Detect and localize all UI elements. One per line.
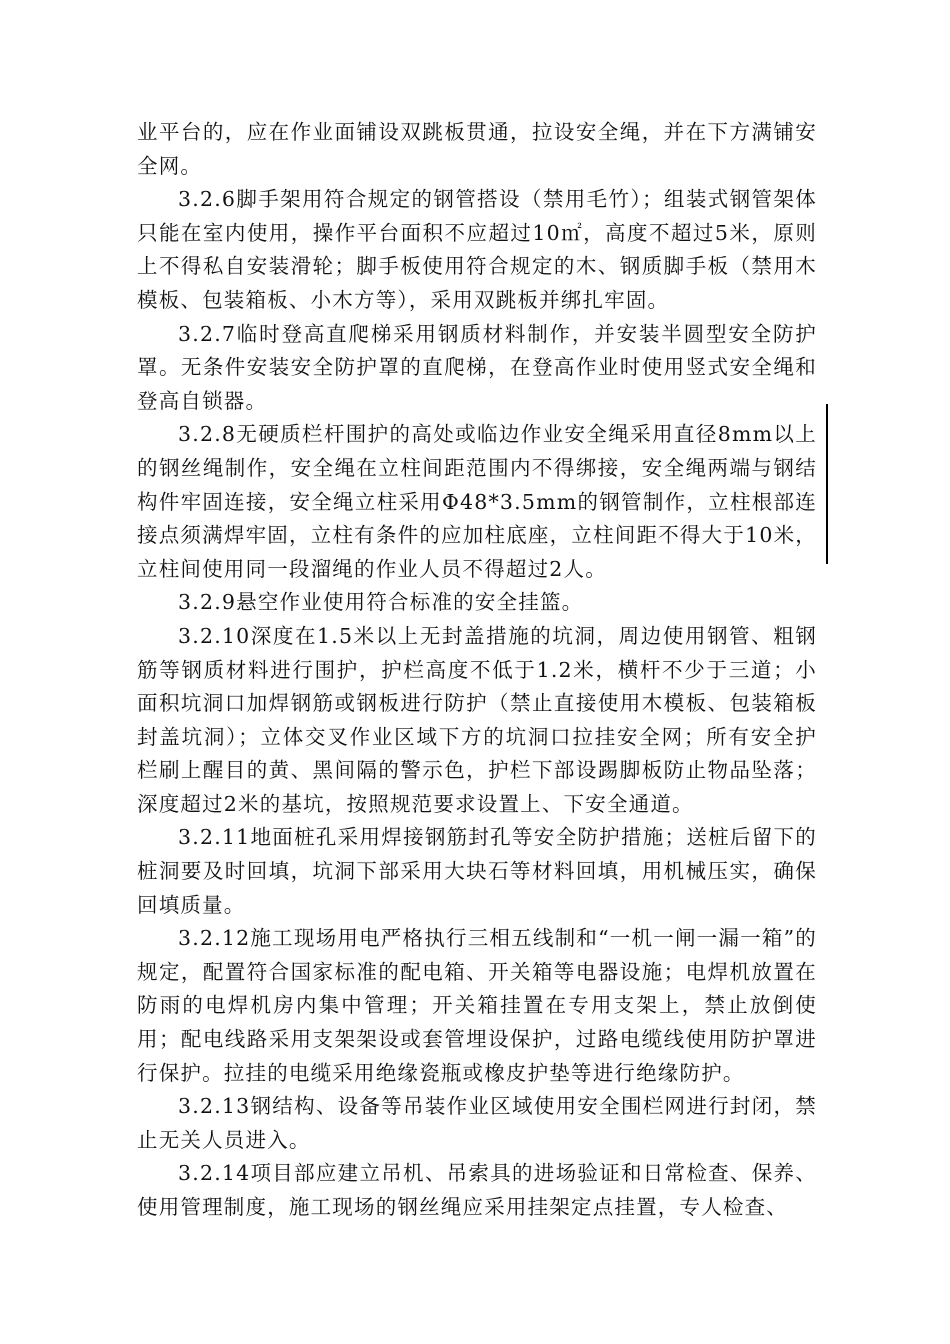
paragraph-3-2-7: 3.2.7临时登高直爬梯采用钢质材料制作，并安装半圆型安全防护罩。无条件安装安全防护罩的直爬梯，在登高作业时使用竖式安全绳和登高自锁器。 [137,321,817,413]
paragraph-continuation: 业平台的，应在作业面铺设双跳板贯通，拉设安全绳，并在下方满铺安全网。 [137,120,817,178]
paragraph-3-2-14: 3.2.14项目部应建立吊机、吊索具的进场验证和日常检查、保养、使用管理制度，施工现场的钢丝绳应采用挂架定点挂置，专人检查、 [137,1161,817,1219]
paragraph-3-2-11: 3.2.11地面桩孔采用焊接钢筋封孔等安全防护措施；送桩后留下的桩洞要及时回填，坑洞下部采用大块石等材料回填，用机械压实，确保回填质量。 [137,825,817,917]
paragraph-3-2-6: 3.2.6脚手架用符合规定的钢管搭设（禁用毛竹）；组装式钢管架体只能在室内使用，操作平台面积不应超过10㎡，高度不超过5米，原则上不得私自安装滑轮；脚手板使用符合规定的木、钢质脚手板（禁用木模板、包装箱板、小木方等），采用双跳板并绑扎牢固。 [137,187,817,312]
paragraph-3-2-10: 3.2.10深度在1.5米以上无封盖措施的坑洞，周边使用钢管、粗钢筋等钢质材料进行围护，护栏高度不低于1.2米，横杆不少于三道；小面积坑洞口加焊钢筋或钢板进行防护（禁止直接使用木模板、包装箱板封盖坑洞）；立体交叉作业区域下方的坑洞口拉挂安全网；所有安全护栏刷上醒目的黄、黑间隔的警示色，护栏下部设踢脚板防止物品坠落；深度超过2米的基坑，按照规范要求设置上、下安全通道。 [137,623,817,816]
paragraph-3-2-8: 3.2.8无硬质栏杆围护的高处或临边作业安全绳采用直径8mm以上的钢丝绳制作，安全绳在立柱间距范围内不得绑接，安全绳两端与钢结构件牢固连接，安全绳立柱采用Φ48*3.5mm的钢管制作，立柱根部连接点须满焊牢固，立柱有条件的应加柱底座，立柱间距不得大于10米，立柱间使用同一段溜绳的作业人员不得超过2人。 [137,422,817,581]
revision-change-bar [826,404,828,564]
paragraph-3-2-13: 3.2.13钢结构、设备等吊装作业区域使用安全围栏网进行封闭，禁止无关人员进入。 [137,1094,817,1152]
paragraph-3-2-9: 3.2.9悬空作业使用符合标准的安全挂篮。 [178,590,584,615]
paragraph-3-2-12: 3.2.12施工现场用电严格执行三相五线制和“一机一闸一漏一箱”的规定，配置符合国家标准的配电箱、开关箱等电器设施；电焊机放置在防雨的电焊机房内集中管理；开关箱挂置在专用支架上，禁止放倒使用；配电线路采用支架架设或套管埋设保护，过路电缆线使用防护罩进行保护。拉挂的电缆采用绝缘瓷瓶或橡皮护垫等进行绝缘防护。 [137,926,817,1085]
document-body [137,116,817,1225]
